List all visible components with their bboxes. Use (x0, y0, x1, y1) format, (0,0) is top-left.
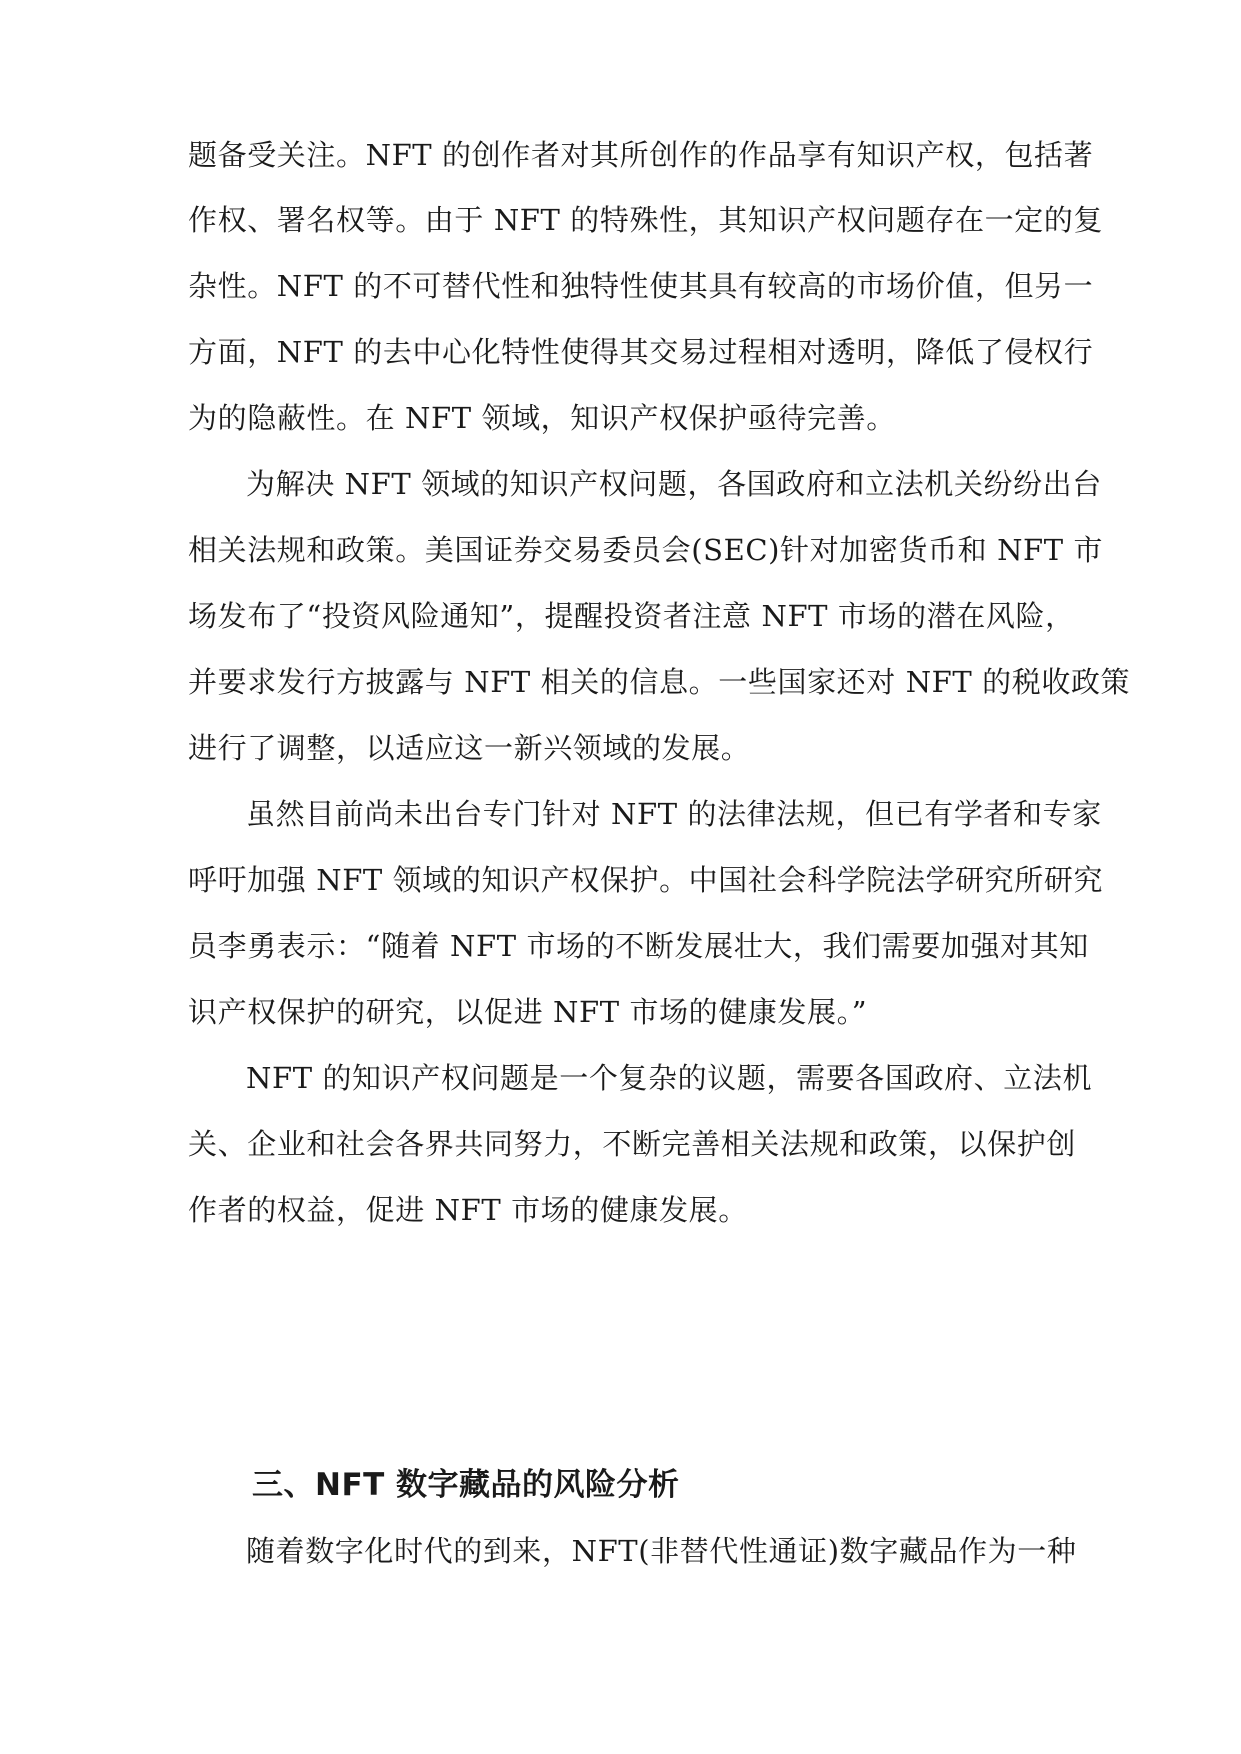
paragraph-2-line-1: 为解决 NFT 领域的知识产权问题，各国政府和立法机关纷纷出台 (246, 467, 1102, 501)
paragraph-3-line-4: 识产权保护的研究，以促进 NFT 市场的健康发展。” (188, 995, 868, 1029)
paragraph-1-line-2: 作权、署名权等。由于 NFT 的特殊性，其知识产权问题存在一定的复 (188, 203, 1104, 237)
paragraph-3-line-3: 员李勇表示：“随着 NFT 市场的不断发展壮大，我们需要加强对其知 (188, 929, 1089, 963)
paragraph-2-line-3: 场发布了“投资风险通知”，提醒投资者注意 NFT 市场的潜在风险， (188, 599, 1075, 633)
paragraph-2-line-5: 进行了调整，以适应这一新兴领域的发展。 (188, 731, 751, 765)
section-heading: 三、NFT 数字藏品的风险分析 (252, 1467, 680, 1503)
paragraph-4-line-2: 关、企业和社会各界共同努力，不断完善相关法规和政策，以保护创 (188, 1127, 1077, 1161)
paragraph-4-line-1: NFT 的知识产权问题是一个复杂的议题，需要各国政府、立法机 (246, 1061, 1093, 1095)
paragraph-1-line-4: 方面，NFT 的去中心化特性使得其交易过程相对透明，降低了侵权行 (188, 335, 1094, 369)
paragraph-3-line-1: 虽然目前尚未出台专门针对 NFT 的法律法规，但已有学者和专家 (246, 797, 1102, 831)
paragraph-2-line-4: 并要求发行方披露与 NFT 相关的信息。一些国家还对 NFT 的税收政策 (188, 665, 1131, 699)
paragraph-5-line-1: 随着数字化时代的到来，NFT(非替代性通证)数字藏品作为一种 (246, 1534, 1077, 1568)
paragraph-2-line-2: 相关法规和政策。美国证券交易委员会(SEC)针对加密货币和 NFT 市 (188, 533, 1104, 567)
paragraph-1-line-5: 为的隐蔽性。在 NFT 领域，知识产权保护亟待完善。 (188, 401, 896, 435)
paragraph-3-line-2: 呼吁加强 NFT 领域的知识产权保护。中国社会科学院法学研究所研究 (188, 863, 1104, 897)
paragraph-4-line-3: 作者的权益，促进 NFT 市场的健康发展。 (188, 1193, 748, 1227)
paragraph-1-line-1: 题备受关注。NFT 的创作者对其所创作的作品享有知识产权，包括著 (188, 138, 1094, 172)
paragraph-1-line-3: 杂性。NFT 的不可替代性和独特性使其具有较高的市场价值，但另一 (188, 269, 1094, 303)
